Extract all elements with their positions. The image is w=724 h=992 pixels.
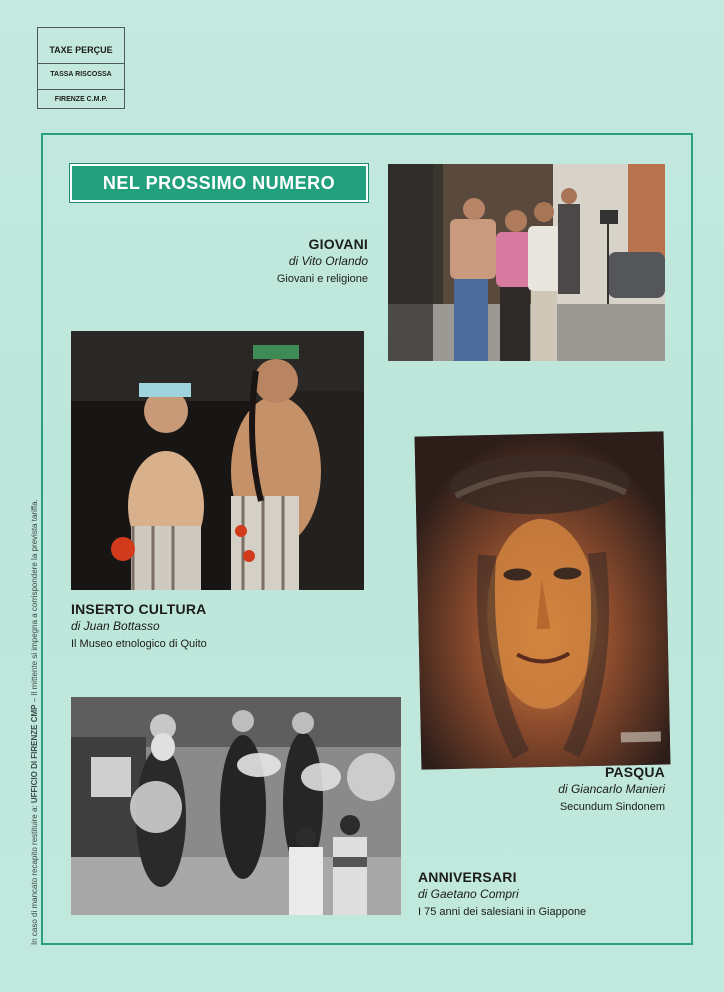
article-title: GIOVANI xyxy=(308,236,368,252)
article-author: di Giancarlo Manieri xyxy=(558,782,665,796)
postage-line-2: TASSA RISCOSSA xyxy=(38,64,124,90)
article-author: di Vito Orlando xyxy=(288,254,368,268)
photo-giovani xyxy=(388,164,665,361)
return-address-note xyxy=(30,499,39,945)
return-note-office: UFFICIO DI FIRENZE CMP xyxy=(30,704,39,804)
article-subtitle: Giovani e religione xyxy=(276,273,368,285)
photo-anniversari xyxy=(71,697,401,915)
article-subtitle: Secundum Sindonem xyxy=(559,801,665,813)
section-banner: NEL PROSSIMO NUMERO xyxy=(70,164,368,202)
article-giovani xyxy=(200,236,368,285)
article-author: di Gaetano Compri xyxy=(418,887,519,901)
postage-stamp-box xyxy=(37,27,125,109)
return-note-prefix: In caso di mancato recapito restituire a: xyxy=(30,803,39,945)
article-anniversari xyxy=(418,869,668,918)
article-title: INSERTO CULTURA xyxy=(71,601,207,617)
article-subtitle: I 75 anni dei salesiani in Giappone xyxy=(418,906,587,918)
article-title: ANNIVERSARI xyxy=(418,869,517,885)
postage-line-1: TAXE PERÇUE xyxy=(38,28,124,64)
article-pasqua xyxy=(440,764,665,813)
return-note-suffix: – Il mittente si impegna a corrispondere la prevista tariffa. xyxy=(30,499,39,705)
article-inserto-cultura xyxy=(71,601,351,650)
photo-pasqua-painting xyxy=(415,431,671,769)
article-title: PASQUA xyxy=(604,764,665,780)
article-subtitle: Il Museo etnologico di Quito xyxy=(71,638,207,650)
article-author: di Juan Bottasso xyxy=(71,619,160,633)
photo-inserto-cultura xyxy=(71,331,364,590)
postage-line-3: FIRENZE C.M.P. xyxy=(54,96,108,103)
